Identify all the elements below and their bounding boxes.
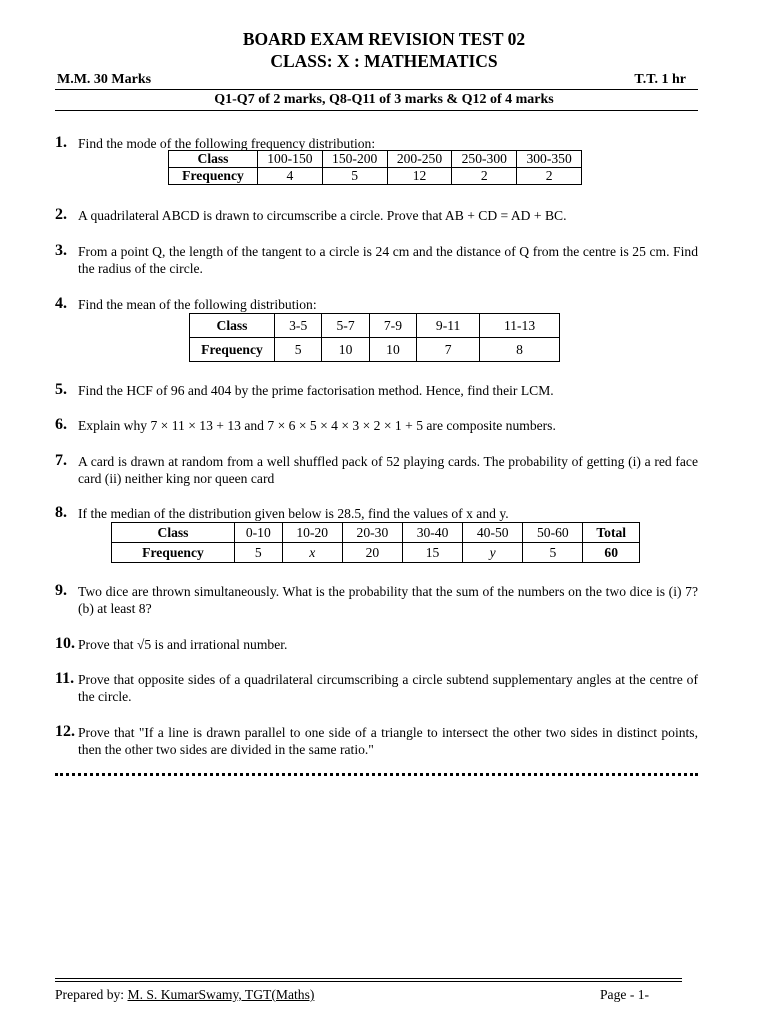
table-cell: 5-7 bbox=[322, 314, 369, 338]
page-number: Page - 1- bbox=[600, 987, 650, 1002]
question-text: Find the mean of the following distribution: bbox=[78, 297, 317, 312]
question-number: 7. bbox=[55, 452, 67, 469]
footer-rule-1 bbox=[55, 978, 682, 979]
question-6 bbox=[55, 417, 698, 434]
marks-scheme: Q1-Q7 of 2 marks, Q8-Q11 of 3 marks & Q12 of 4 marks bbox=[214, 92, 554, 107]
table-cell: 8 bbox=[480, 338, 560, 362]
mean-frequency-table bbox=[189, 313, 560, 362]
question-text: Find the HCF of 96 and 404 by the prime factorisation method. Hence, find their LCM. bbox=[78, 383, 554, 398]
table-cell: 2 bbox=[517, 168, 582, 185]
exam-class-subject: CLASS: X : MATHEMATICS bbox=[270, 51, 498, 71]
table-cell: 300-350 bbox=[517, 151, 582, 168]
question-text: From a point Q, the length of the tangent to a circle is 24 cm and the distance of Q from the centre is 25 cm. Find the radius of the circle. bbox=[78, 244, 698, 276]
question-text: Explain why 7 × 11 × 13 + 13 and 7 × 6 × 5 × 4 × 3 × 2 × 1 + 5 are composite numbers. bbox=[78, 418, 556, 433]
table-cell: 200-250 bbox=[387, 151, 452, 168]
time-allowed: T.T. 1 hr bbox=[634, 72, 686, 87]
header-rule-top bbox=[55, 89, 698, 90]
table-cell: 5 bbox=[322, 168, 387, 185]
question-number: 5. bbox=[55, 381, 67, 398]
row-label: Frequency bbox=[112, 543, 235, 563]
table-cell: 10 bbox=[369, 338, 416, 362]
table-cell: 2 bbox=[452, 168, 517, 185]
table-row bbox=[190, 314, 560, 338]
table-cell: 7-9 bbox=[369, 314, 416, 338]
question-3 bbox=[55, 243, 698, 277]
table-cell: 7 bbox=[417, 338, 480, 362]
question-9 bbox=[55, 583, 698, 617]
table-cell: 10 bbox=[322, 338, 369, 362]
prepared-by-label: Prepared by: bbox=[55, 987, 128, 1002]
table-row bbox=[190, 338, 560, 362]
question-text: Prove that "If a line is drawn parallel to one side of a triangle to intersect the other two sides in distinct points, then the other two sides are divided in the same ratio." bbox=[78, 725, 698, 757]
table-row bbox=[169, 168, 582, 185]
table-cell: 5 bbox=[275, 338, 322, 362]
question-number: 12. bbox=[55, 723, 75, 740]
question-number: 4. bbox=[55, 295, 67, 312]
question-7 bbox=[55, 453, 698, 487]
question-text: Two dice are thrown simultaneously. What is the probability that the sum of the numbers on the two dice is (i) 7? (b) at least 8? bbox=[78, 584, 698, 616]
table-cell: 250-300 bbox=[452, 151, 517, 168]
header-rule-bottom bbox=[55, 110, 698, 111]
table-cell: 30-40 bbox=[402, 523, 462, 543]
question-number: 10. bbox=[55, 635, 75, 652]
table-cell: 20-30 bbox=[342, 523, 402, 543]
mode-frequency-table bbox=[168, 150, 582, 185]
question-number: 11. bbox=[55, 670, 75, 687]
question-2 bbox=[55, 207, 698, 224]
question-4 bbox=[55, 296, 698, 313]
table-cell: 3-5 bbox=[275, 314, 322, 338]
question-8 bbox=[55, 505, 698, 522]
question-11 bbox=[55, 671, 698, 705]
table-row bbox=[169, 151, 582, 168]
table-cell: 15 bbox=[402, 543, 462, 563]
question-number: 1. bbox=[55, 134, 67, 151]
footer-credit bbox=[55, 987, 314, 1003]
max-marks: M.M. 30 Marks bbox=[57, 72, 152, 87]
table-cell: 9-11 bbox=[417, 314, 480, 338]
table-cell: 50-60 bbox=[523, 523, 583, 543]
table-cell-total-header: Total bbox=[583, 523, 640, 543]
row-label: Class bbox=[112, 523, 235, 543]
table-cell: 0-10 bbox=[235, 523, 283, 543]
table-cell: y bbox=[463, 543, 523, 563]
question-10 bbox=[55, 636, 698, 653]
author-name: M. S. KumarSwamy, TGT(Maths) bbox=[127, 987, 315, 1002]
exam-title: BOARD EXAM REVISION TEST 02 bbox=[242, 29, 526, 49]
question-number: 6. bbox=[55, 416, 67, 433]
question-text: If the median of the distribution given below is 28.5, find the values of x and y. bbox=[78, 506, 509, 521]
question-number: 8. bbox=[55, 504, 67, 521]
question-12 bbox=[55, 724, 698, 758]
table-cell: 150-200 bbox=[322, 151, 387, 168]
table-cell: 5 bbox=[523, 543, 583, 563]
question-number: 9. bbox=[55, 582, 67, 599]
question-number: 2. bbox=[55, 206, 67, 223]
question-text: A quadrilateral ABCD is drawn to circumscribe a circle. Prove that AB + CD = AD + BC. bbox=[78, 208, 567, 223]
question-text: Find the mode of the following frequency distribution: bbox=[78, 136, 376, 151]
table-cell: 4 bbox=[258, 168, 323, 185]
table-cell: 10-20 bbox=[282, 523, 342, 543]
table-row bbox=[112, 543, 640, 563]
footer-rule-2 bbox=[55, 981, 682, 982]
question-5 bbox=[55, 382, 698, 399]
end-dotted-divider bbox=[55, 773, 698, 776]
table-row bbox=[112, 523, 640, 543]
row-label: Class bbox=[169, 151, 258, 168]
table-cell: 11-13 bbox=[480, 314, 560, 338]
question-text: Prove that opposite sides of a quadrilateral circumscribing a circle subtend supplementary angles at the centre of the circle. bbox=[78, 672, 698, 704]
table-cell-total: 60 bbox=[583, 543, 640, 563]
median-frequency-table bbox=[111, 522, 640, 563]
question-number: 3. bbox=[55, 242, 67, 259]
table-cell: 20 bbox=[342, 543, 402, 563]
row-label: Frequency bbox=[190, 338, 275, 362]
table-cell: 100-150 bbox=[258, 151, 323, 168]
question-text: Prove that √5 is and irrational number. bbox=[78, 637, 288, 652]
row-label: Class bbox=[190, 314, 275, 338]
table-cell: x bbox=[282, 543, 342, 563]
table-cell: 5 bbox=[235, 543, 283, 563]
table-cell: 12 bbox=[387, 168, 452, 185]
table-cell: 40-50 bbox=[463, 523, 523, 543]
question-text: A card is drawn at random from a well shuffled pack of 52 playing cards. The probability of getting (i) a red face card (ii) neither king nor queen card bbox=[78, 454, 698, 486]
row-label: Frequency bbox=[169, 168, 258, 185]
